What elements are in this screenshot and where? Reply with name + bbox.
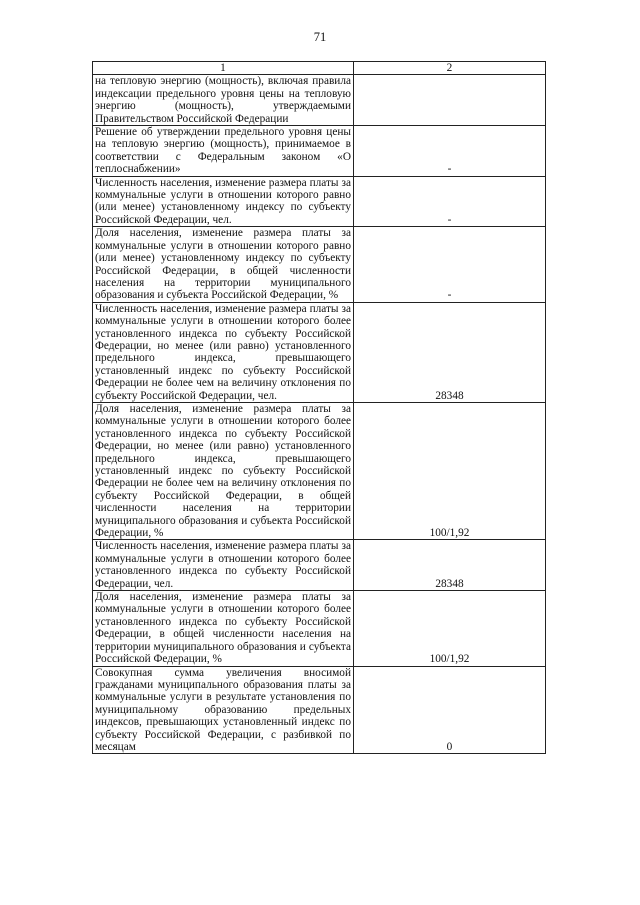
row-value: - (354, 176, 546, 227)
row-label: Численность населения, изменение размера платы за коммунальные услуги в отношении которого более установленного индекса по субъекту Российской Федерации, но менее (или равно) установленного предельного индекса, превышающего установленный индекс по субъекту Российской Федерации не более чем на величину отклонения по субъекту Российской Федерации, чел. (93, 302, 354, 402)
column-header-2: 2 (354, 62, 546, 75)
table-row (93, 591, 546, 666)
table-row (93, 227, 546, 302)
table-row (93, 126, 546, 177)
row-value: 0 (354, 666, 546, 754)
indicators-table (92, 61, 546, 754)
row-value: - (354, 126, 546, 177)
row-label: Совокупная сумма увеличения вносимой гражданами муниципального образования платы за коммунальные услуги в результате установления по муниципальному образованию предельных индексов, превышающих установленный индекс по субъекту Российской Федерации, с разбивкой по месяцам (93, 666, 354, 754)
row-value: 28348 (354, 540, 546, 591)
row-label: Доля населения, изменение размера платы за коммунальные услуги в отношении которого более установленного индекса по субъекту Российской Федерации, но менее (или равно) установленного предельного индекса, превышающего установленный индекс по субъекту Российской Федерации не более чем на величину отклонения по субъекту Российской Федерации, в общей численности населения на территории муниципального образования и субъекта Российской Федерации, % (93, 402, 354, 539)
table-row (93, 540, 546, 591)
column-header-1: 1 (93, 62, 354, 75)
table-row (93, 75, 546, 126)
table-row (93, 402, 546, 539)
row-value: 100/1,92 (354, 591, 546, 666)
row-label: Доля населения, изменение размера платы за коммунальные услуги в отношении которого равно (или менее) установленному индексу по субъекту Российской Федерации, в общей численности населения на территории муниципального образования и субъекта Российской Федерации, % (93, 227, 354, 302)
row-value: 28348 (354, 302, 546, 402)
table-row (93, 176, 546, 227)
row-value: - (354, 227, 546, 302)
row-label: на тепловую энергию (мощность), включая правила индексации предельного уровня цены на тепловую энергию (мощность), утверждаемыми Правительством Российской Федерации (93, 75, 354, 126)
row-value: 100/1,92 (354, 402, 546, 539)
table-header-row (93, 62, 546, 75)
page-number: 71 (313, 30, 327, 44)
row-label: Численность населения, изменение размера платы за коммунальные услуги в отношении которого равно (или менее) установленному индексу по субъекту Российской Федерации, чел. (93, 176, 354, 227)
table-row (93, 302, 546, 402)
row-label: Численность населения, изменение размера платы за коммунальные услуги в отношении которого более установленного индекса по субъекту Российской Федерации, чел. (93, 540, 354, 591)
row-value (354, 75, 546, 126)
row-label: Доля населения, изменение размера платы за коммунальные услуги в отношении которого более установленного индекса по субъекту Российской Федерации, в общей численности населения на территории муниципального образования и субъекта Российской Федерации, % (93, 591, 354, 666)
table-row (93, 666, 546, 754)
row-label: Решение об утверждении предельного уровня цены на тепловую энергию (мощность), принимаемое в соответствии с Федеральным законом «О теплоснабжении» (93, 126, 354, 177)
